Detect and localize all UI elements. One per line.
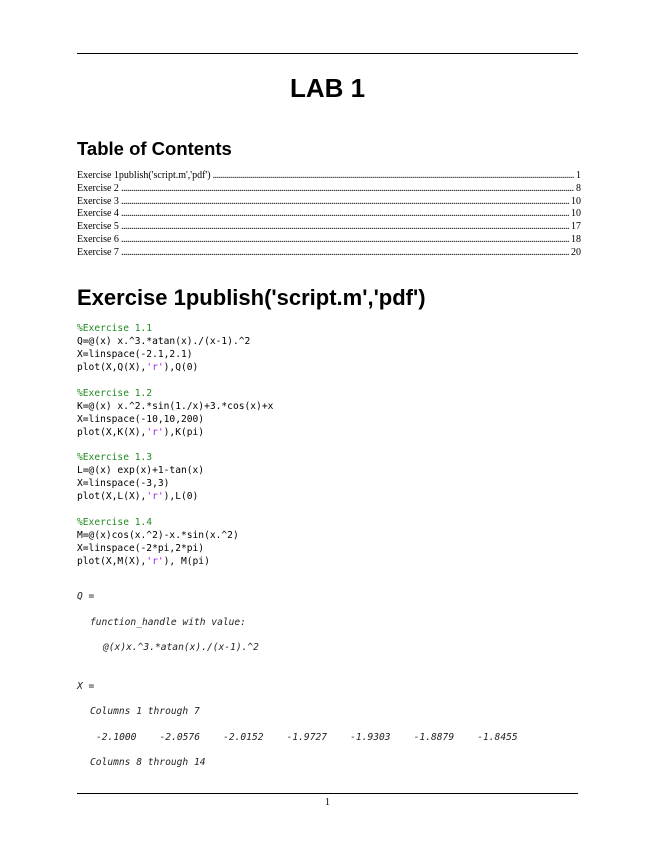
code-text: plot(X,K(X), — [77, 427, 147, 438]
code-line: X=linspace(-3,3) — [77, 478, 170, 489]
code-block — [77, 516, 239, 568]
toc-entry-page: 10 — [571, 208, 581, 220]
toc-entry-label: Exercise 6 — [77, 233, 119, 245]
toc-leader-dots — [121, 196, 569, 207]
toc-leader-dots — [121, 247, 569, 258]
code-line: M=@(x)cos(x.^2)-x.*sin(x.^2) — [77, 530, 239, 541]
code-comment: %Exercise 1.1 — [77, 323, 153, 334]
toc-entry-label: Exercise 3 — [77, 195, 119, 207]
toc-entry-label: Exercise 7 — [77, 246, 119, 258]
output-columns-header: Columns 1 through 7 — [90, 706, 200, 717]
code-block — [77, 387, 273, 439]
code-line: X=linspace(-2*pi,2*pi) — [77, 543, 205, 554]
code-line: K=@(x) x.^2.*sin(1./x)+3.*cos(x)+x — [77, 401, 274, 412]
toc-entry-page: 18 — [571, 233, 581, 245]
toc-leader-dots — [121, 234, 569, 245]
code-line: L=@(x) exp(x)+1-tan(x) — [77, 465, 205, 476]
header-rule — [77, 53, 578, 54]
code-line: X=linspace(-2.1,2.1) — [77, 349, 193, 360]
code-string: 'r' — [146, 491, 164, 502]
code-line — [77, 490, 204, 503]
code-text: ),L(0) — [163, 491, 199, 502]
table-of-contents — [77, 170, 581, 260]
toc-entry-label: Exercise 1publish('script.m','pdf') — [77, 170, 211, 181]
code-text: ),Q(0) — [163, 362, 199, 373]
output-columns-header: Columns 8 through 14 — [90, 757, 206, 768]
code-comment: %Exercise 1.4 — [77, 517, 153, 528]
code-string: 'r' — [146, 427, 164, 438]
toc-leader-dots — [121, 221, 569, 232]
output-values-row: -2.1000 -2.0576 -2.0152 -1.9727 -1.9303 -1.8879 -1.8455 — [96, 732, 518, 743]
code-line: X=linspace(-10,10,200) — [77, 414, 205, 425]
toc-entry[interactable] — [77, 208, 581, 221]
code-text: plot(X,L(X), — [77, 491, 147, 502]
toc-entry[interactable] — [77, 247, 581, 260]
code-text: plot(X,M(X), — [77, 556, 147, 567]
toc-entry-label: Exercise 5 — [77, 221, 119, 233]
code-text: ),K(pi) — [163, 427, 205, 438]
toc-entry[interactable] — [77, 170, 581, 183]
code-block — [77, 322, 250, 374]
toc-leader-dots — [121, 208, 569, 219]
code-string: 'r' — [146, 556, 164, 567]
code-line — [77, 426, 273, 439]
output-x-label: X = — [77, 681, 95, 692]
section-heading: Exercise 1publish('script.m','pdf') — [77, 285, 426, 310]
toc-entry[interactable] — [77, 234, 581, 247]
toc-heading: Table of Contents — [77, 138, 232, 159]
toc-entry-page: 1 — [576, 170, 581, 181]
toc-entry-page: 10 — [571, 195, 581, 207]
code-text: plot(X,Q(X), — [77, 362, 147, 373]
toc-entry[interactable] — [77, 221, 581, 234]
code-string: 'r' — [146, 362, 164, 373]
code-line — [77, 361, 250, 374]
code-line — [77, 555, 239, 568]
code-line: Q=@(x) x.^3.*atan(x)./(x-1).^2 — [77, 336, 251, 347]
toc-leader-dots — [121, 183, 574, 194]
document-title: LAB 1 — [289, 73, 366, 103]
toc-entry-page: 8 — [576, 182, 581, 194]
code-comment: %Exercise 1.2 — [77, 388, 153, 399]
toc-entry-page: 17 — [571, 221, 581, 233]
toc-entry-label: Exercise 2 — [77, 182, 119, 194]
code-comment: %Exercise 1.3 — [77, 452, 153, 463]
toc-entry-label: Exercise 4 — [77, 208, 119, 220]
page-number: 1 — [325, 797, 330, 808]
toc-entry-page: 20 — [571, 246, 581, 258]
output-q-description: function_handle with value: — [90, 617, 246, 628]
toc-entry[interactable] — [77, 183, 581, 196]
output-q-label: Q = — [77, 591, 95, 602]
footer-rule — [77, 793, 578, 794]
toc-leader-dots — [213, 170, 574, 181]
code-block — [77, 451, 204, 503]
code-text: ), M(pi) — [163, 556, 210, 567]
toc-entry[interactable] — [77, 196, 581, 209]
output-q-value: @(x)x.^3.*atan(x)./(x-1).^2 — [103, 642, 259, 653]
